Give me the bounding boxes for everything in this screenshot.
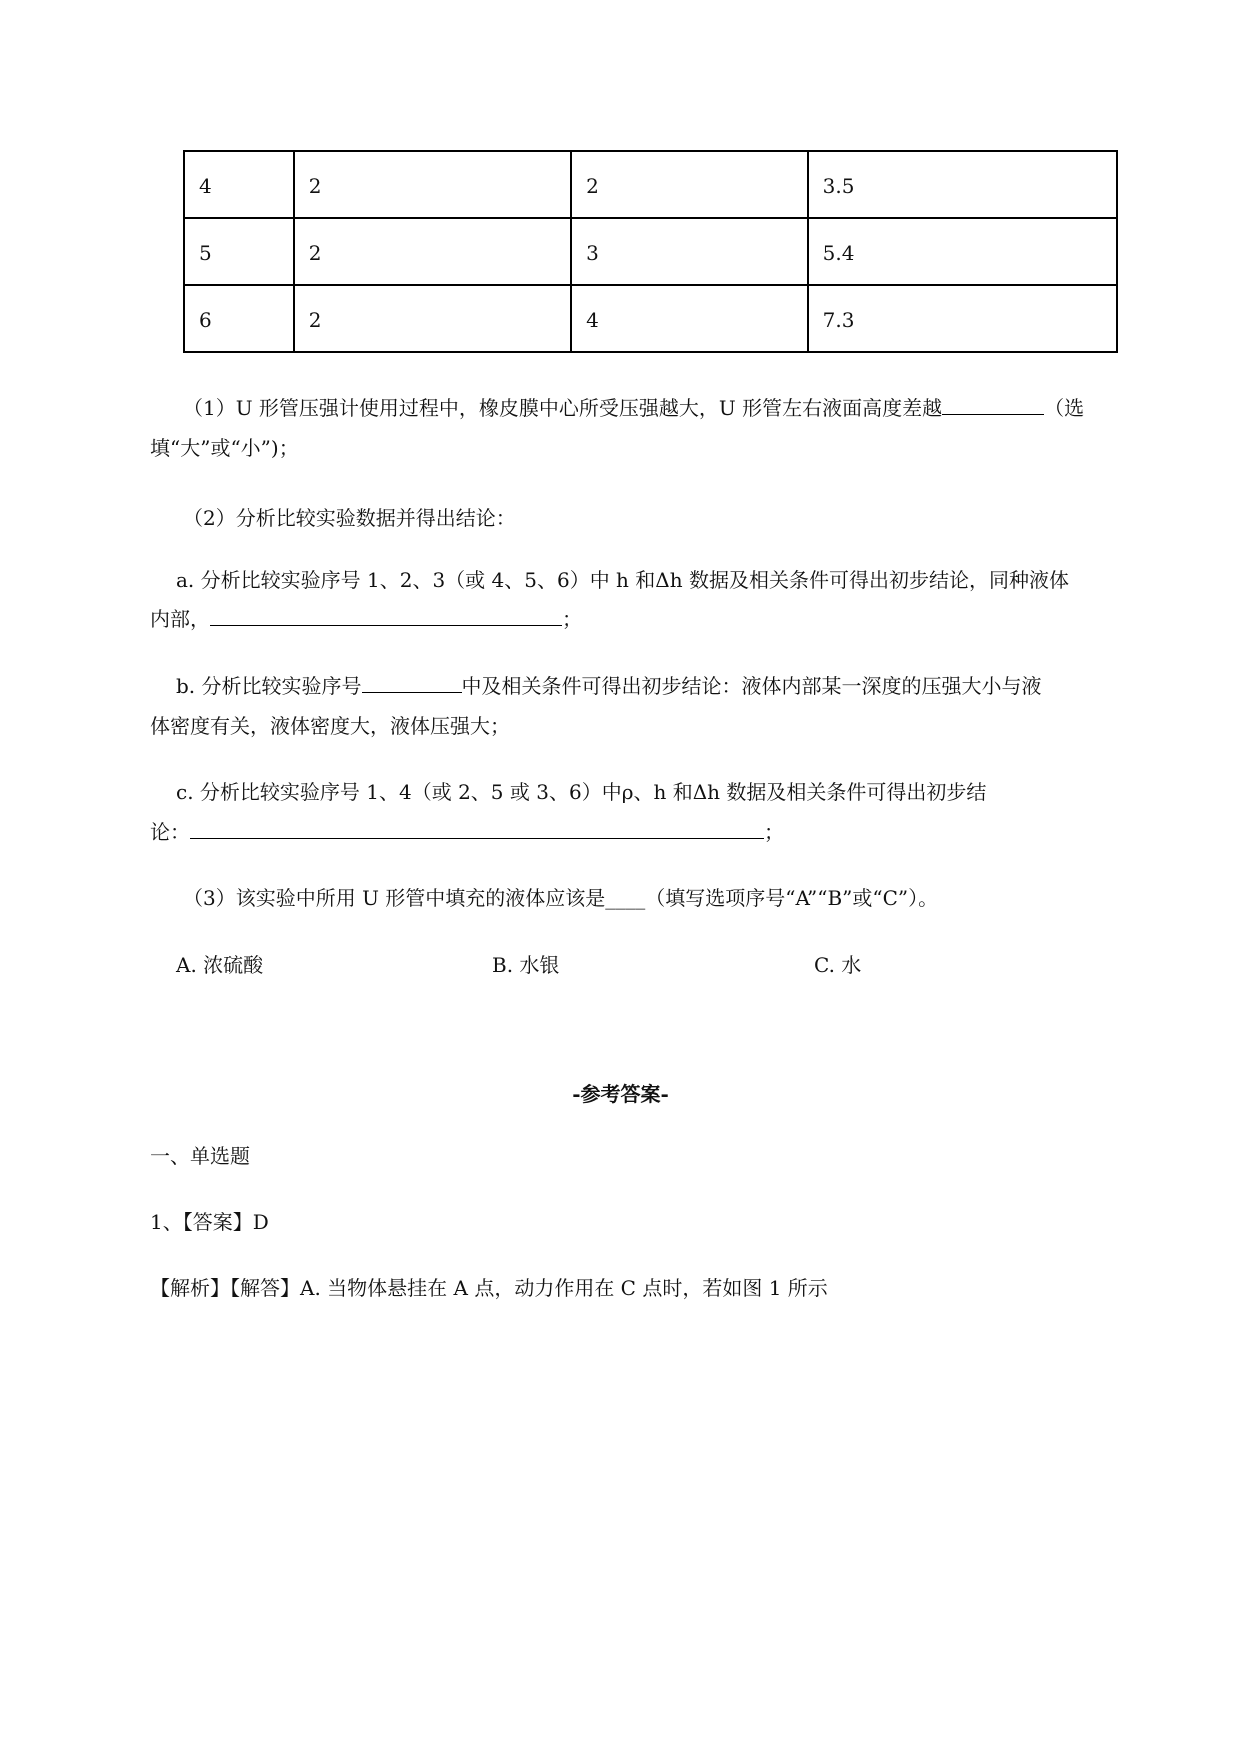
q2a-text-before: 内部，: [150, 607, 210, 631]
q2-intro: （2）分析比较实验数据并得出结论：: [183, 506, 516, 530]
q1-answer-blank[interactable]: [942, 394, 1044, 415]
table-cell: 3: [571, 218, 807, 285]
answer-analysis: 【解析】【解答】A. 当物体悬挂在 A 点，动力作用在 C 点时，若如图 1 所示: [150, 1276, 828, 1300]
table-cell: 5.4: [808, 218, 1117, 285]
answers-title: -参考答案-: [572, 1082, 669, 1106]
q1-line1: [183, 394, 1084, 422]
q3-text-before: （3）该实验中所用 U 形管中填充的液体应该是: [183, 886, 606, 910]
q2c-text-after: ；: [764, 820, 784, 844]
q3-answer-blank[interactable]: ____: [605, 886, 646, 910]
q2a-answer-blank[interactable]: [210, 605, 562, 626]
q3-option-b[interactable]: B. 水银: [492, 953, 560, 977]
table-cell: 7.3: [808, 285, 1117, 352]
table-cell: 4: [571, 285, 807, 352]
table-row: [184, 218, 1117, 285]
q2c-text-before: 论：: [150, 820, 190, 844]
table-row: [184, 285, 1117, 352]
q2b-answer-blank[interactable]: [362, 672, 462, 693]
q3-text-after: （填写选项序号“A”“B”或“C”）。: [645, 886, 939, 910]
q2b-text-before: b. 分析比较实验序号: [176, 674, 362, 698]
q3-option-a[interactable]: A. 浓硫酸: [176, 953, 264, 977]
q2b-line1: [176, 672, 1042, 700]
q2c-line2: [150, 818, 784, 846]
q2a-text-after: ；: [562, 607, 582, 631]
q1-text-after: （选: [1044, 396, 1085, 420]
q3-option-c[interactable]: C. 水: [814, 953, 862, 977]
q2c-answer-blank[interactable]: [190, 818, 764, 839]
table-cell: 2: [294, 285, 571, 352]
q2c-line1: c. 分析比较实验序号 1、4（或 2、5 或 3、6）中ρ、h 和Δh 数据及相关条件可得出初步结: [176, 780, 987, 804]
q2a-line1: a. 分析比较实验序号 1、2、3（或 4、5、6）中 h 和Δh 数据及相关条件可得出初步结论，同种液体: [176, 568, 1069, 592]
q1-text-before: （1）U 形管压强计使用过程中，橡皮膜中心所受压强越大，U 形管左右液面高度差越: [183, 396, 943, 420]
table-cell: 2: [294, 218, 571, 285]
q2b-line2: 体密度有关，液体密度大，液体压强大；: [150, 714, 510, 738]
q1-line2: 填“大”或“小”)；: [150, 436, 299, 460]
table-row: [184, 151, 1117, 218]
table-cell: 4: [184, 151, 294, 218]
q2a-line2: [150, 605, 582, 633]
table-cell: 5: [184, 218, 294, 285]
q2b-text-after: 中及相关条件可得出初步结论：液体内部某一深度的压强大小与液: [461, 674, 1042, 698]
data-table: [183, 150, 1118, 353]
table-cell: 6: [184, 285, 294, 352]
table-cell: 2: [294, 151, 571, 218]
answer-item-1: 1、【答案】D: [150, 1210, 269, 1234]
q3-line: [183, 884, 938, 912]
table-cell: 2: [571, 151, 807, 218]
table-cell: 3.5: [808, 151, 1117, 218]
answers-section-heading: 一、单选题: [150, 1144, 250, 1168]
